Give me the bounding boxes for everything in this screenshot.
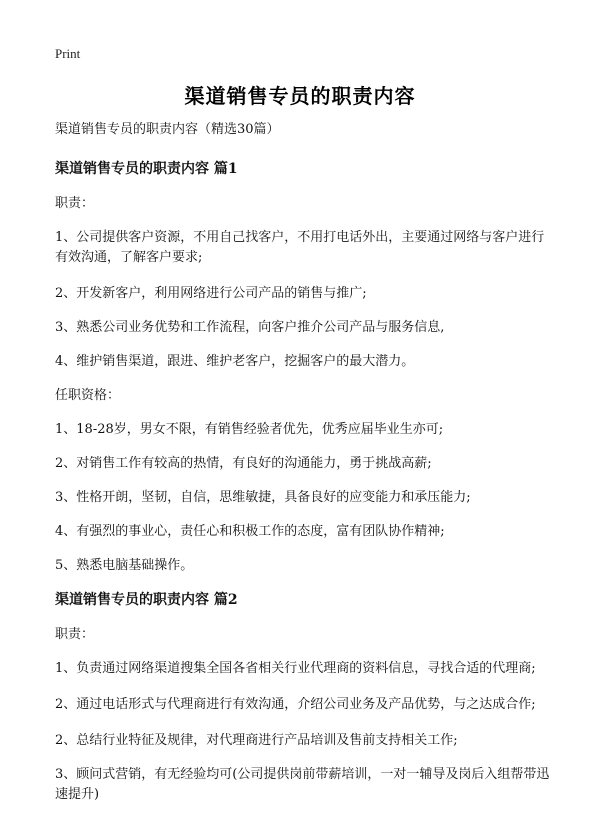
duty-item: 2、总结行业特征及规律，对代理商进行产品培训及售前支持相关工作; [55, 733, 458, 748]
duty-item: 2、通过电话形式与代理商进行有效沟通，介绍公司业务及产品优势，与之达成合作; [55, 697, 536, 712]
requirement-item: 1、18-28岁，男女不限，有销售经验者优先，优秀应届毕业生亦可; [55, 422, 444, 437]
duties-label-1: 职责： [55, 196, 95, 211]
duty-item: 3、熟悉公司业务优势和工作流程，向客户推介公司产品与服务信息, [55, 320, 445, 335]
document-title: 渠道销售专员的职责内容 [184, 84, 416, 108]
requirement-item: 3、性格开朗，坚韧，自信，思维敏捷，具备良好的应变能力和承压能力; [55, 490, 471, 505]
print-label: Print [55, 46, 81, 61]
duty-item: 3、顾问式营销，有无经验均可(公司提供岗前带薪培训，一对一辅导及岗后入组帮带迅速提升) [55, 767, 550, 802]
document-body [55, 120, 555, 821]
document-subtitle: 渠道销售专员的职责内容（精选30篇） [55, 122, 280, 137]
requirement-item: 5、熟悉电脑基础操作。 [55, 558, 194, 573]
section-heading-1: 渠道销售专员的职责内容 篇1 [55, 161, 238, 177]
requirement-item: 4、有强烈的事业心，责任心和积极工作的态度，富有团队协作精神; [55, 524, 445, 539]
duty-item: 1、负责通过网络渠道搜集全国各省相关行业代理商的资料信息，寻找合适的代理商; [55, 661, 536, 676]
section-heading-2: 渠道销售专员的职责内容 篇2 [55, 592, 238, 608]
duty-item: 2、开发新客户，利用网络进行公司产品的销售与推广; [55, 286, 367, 301]
requirements-label-1: 任职资格： [55, 388, 121, 403]
duties-label-2: 职责： [55, 627, 95, 642]
duty-item: 1、公司提供客户资源，不用自己找客户，不用打电话外出，主要通过网络与客户进行有效沟通，了解客户要求; [55, 230, 545, 265]
requirement-item: 2、对销售工作有较高的热情，有良好的沟通能力，勇于挑战高薪; [55, 456, 432, 471]
duty-item: 4、维护销售渠道，跟进、维护老客户，挖掘客户的最大潜力。 [55, 354, 415, 369]
